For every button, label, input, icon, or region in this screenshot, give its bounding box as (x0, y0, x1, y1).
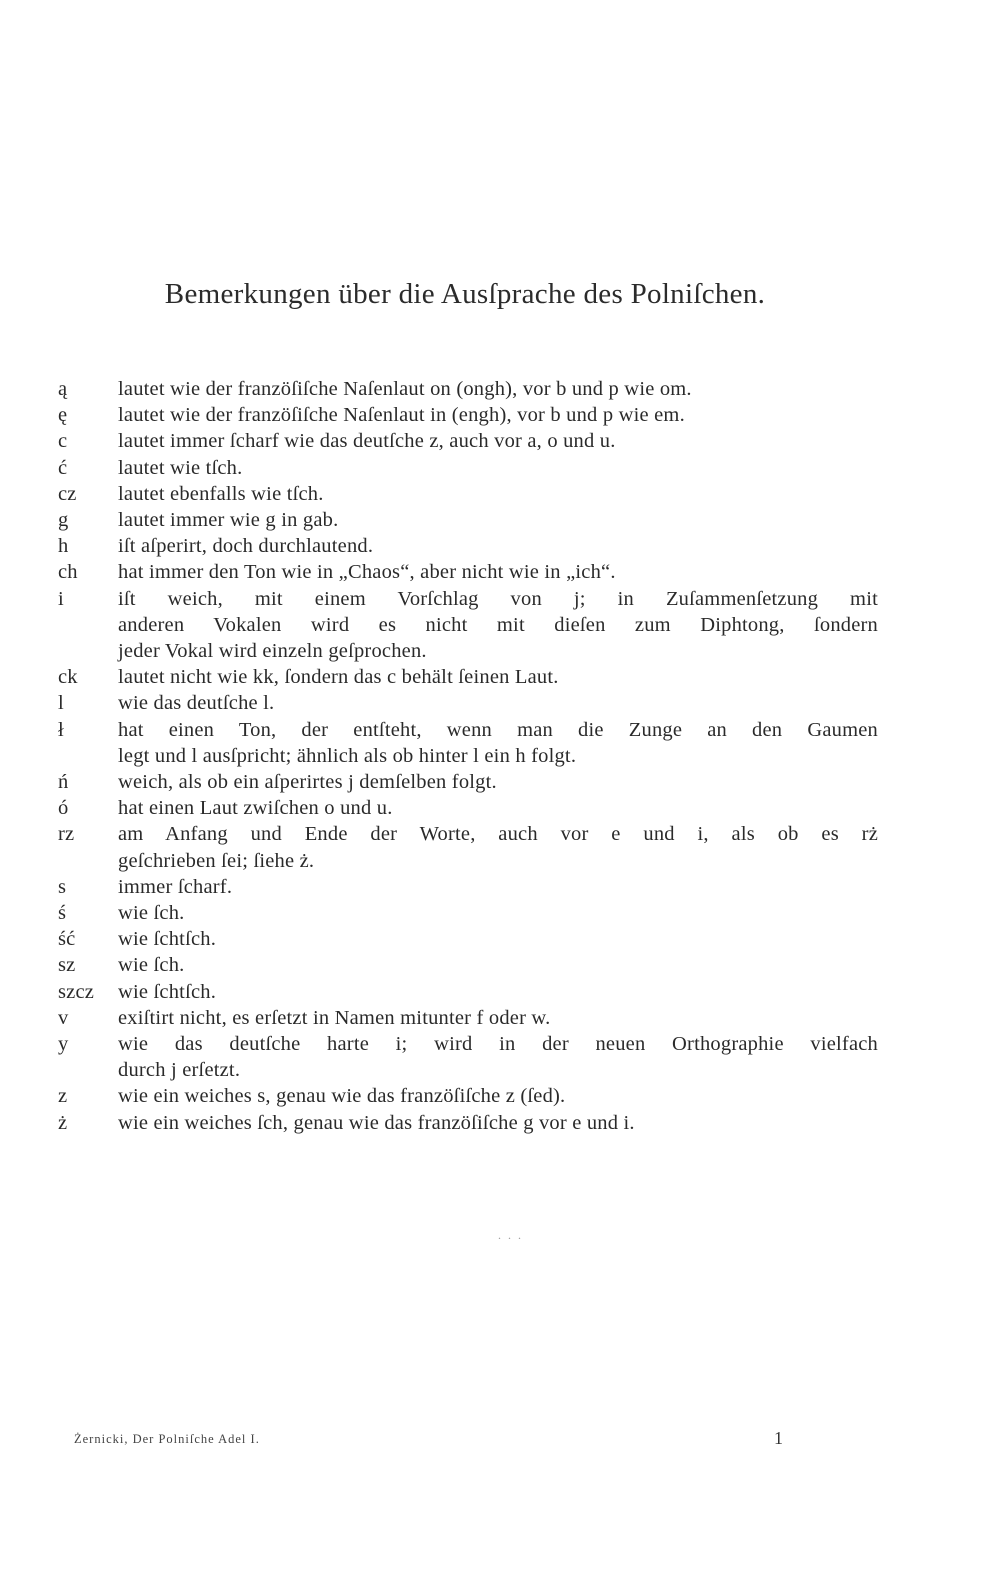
entry-description (118, 507, 878, 533)
entry-letter: ń (58, 771, 69, 794)
list-item (58, 926, 878, 952)
entry-description (118, 455, 878, 481)
entry-letter: ó (58, 797, 69, 820)
description-line: wie ein weiches s, genau wie das franzöſiſche z (ſed). (118, 1085, 566, 1108)
entry-description (118, 533, 878, 559)
footer-signature: Żernicki, Der Polniſche Adel I. (74, 1432, 260, 1446)
entry-description (118, 769, 878, 795)
entry-description (118, 402, 878, 428)
list-item (58, 664, 878, 690)
entry-description (118, 428, 878, 454)
entry-letter: ł (58, 718, 64, 741)
entry-description (118, 481, 878, 507)
entry-letter: ż (58, 1111, 68, 1134)
entry-description (118, 690, 878, 716)
entry-description (118, 821, 878, 873)
entry-letter: c (58, 430, 68, 453)
description-line: lautet nicht wie kk, ſondern das c behält ſeinen Laut. (118, 666, 559, 689)
entry-description (118, 900, 878, 926)
entry-description (118, 1031, 878, 1083)
list-item (58, 428, 878, 454)
entry-description (118, 664, 878, 690)
entry-letter: szcz (58, 980, 95, 1003)
entry-letter: s (58, 875, 67, 898)
entry-letter: cz (58, 482, 77, 505)
entry-description (118, 1110, 878, 1136)
description-line: hat einen Laut zwiſchen o und u. (118, 797, 393, 820)
entry-description (118, 926, 878, 952)
entry-letter: sz (58, 954, 76, 977)
list-item (58, 559, 878, 585)
entry-description (118, 559, 878, 585)
list-item (58, 1083, 878, 1109)
description-line: exiſtirt nicht, es erſetzt in Namen mitunter f oder w. (118, 1006, 551, 1029)
description-line: wie ſchtſch. (118, 928, 217, 951)
description-line: iſt aſperirt, doch durchlautend. (118, 535, 374, 558)
entry-letter: ck (58, 666, 78, 689)
list-item (58, 533, 878, 559)
description-line: iſt weich, mit einem Vorſchlag von j; in Zuſammenſetzung mit (118, 587, 878, 610)
separator-dots: . . . (498, 1228, 523, 1242)
list-item (58, 376, 878, 402)
list-item (58, 979, 878, 1005)
description-line: anderen Vokalen wird es nicht mit dieſen zum Diphtong, ſondern (118, 613, 878, 636)
description-line: geſchrieben ſei; ſiehe ż. (118, 849, 315, 872)
description-line: wie das deutſche l. (118, 692, 275, 715)
entry-description (118, 979, 878, 1005)
list-item (58, 690, 878, 716)
entry-letter: ch (58, 561, 78, 584)
list-item (58, 874, 878, 900)
list-item (58, 586, 878, 665)
description-line: lautet immer ſcharf wie das deutſche z, auch vor a, o und u. (118, 430, 616, 453)
list-item (58, 1031, 878, 1083)
description-line: jeder Vokal wird einzeln geſprochen. (118, 640, 427, 663)
description-line: wie ſch. (118, 902, 185, 925)
entry-description (118, 795, 878, 821)
entry-description (118, 586, 878, 665)
page-title: Bemerkungen über die Ausſprache des Polniſchen. (164, 278, 766, 310)
entry-description (118, 1083, 878, 1109)
description-line: lautet immer wie g in gab. (118, 509, 339, 532)
description-line: lautet wie der franzöſiſche Naſenlaut in (engh), vor b und p wie em. (118, 404, 685, 427)
entry-letter: ść (58, 928, 76, 951)
description-line: hat immer den Ton wie in „Chaos“, aber nicht wie in „ich“. (118, 561, 616, 584)
entry-letter: ś (58, 902, 67, 925)
description-line: durch j erſetzt. (118, 1059, 241, 1082)
entry-description (118, 376, 878, 402)
description-line: wie ein weiches ſch, genau wie das franzöſiſche g vor e und i. (118, 1111, 635, 1134)
pronunciation-list (58, 376, 878, 1136)
entry-letter: y (58, 1033, 69, 1056)
entry-letter: rz (58, 823, 75, 846)
list-item (58, 795, 878, 821)
entry-description (118, 874, 878, 900)
entry-description (118, 717, 878, 769)
list-item (58, 1110, 878, 1136)
entry-letter: i (58, 587, 64, 610)
list-item (58, 481, 878, 507)
list-item (58, 769, 878, 795)
description-line: lautet wie der franzöſiſche Naſenlaut on (ongh), vor b und p wie om. (118, 378, 692, 400)
entry-description (118, 1005, 878, 1031)
description-line: wie ſch. (118, 954, 185, 977)
description-line: lautet ebenfalls wie tſch. (118, 482, 324, 505)
list-item (58, 455, 878, 481)
description-line: lautet wie tſch. (118, 456, 243, 479)
list-item (58, 821, 878, 873)
list-item (58, 1005, 878, 1031)
entry-letter: z (58, 1085, 68, 1108)
list-item (58, 717, 878, 769)
description-line: hat einen Ton, der entſteht, wenn man die Zunge an den Gaumen (118, 718, 878, 741)
entry-letter: l (58, 692, 64, 715)
description-line: am Anfang und Ende der Worte, auch vor e und i, als ob es rż (118, 823, 878, 846)
entry-letter: h (58, 535, 69, 558)
entry-letter: ę (58, 404, 68, 427)
list-item (58, 402, 878, 428)
description-line: immer ſcharf. (118, 875, 233, 898)
entry-letter: v (58, 1006, 69, 1029)
entry-letter: ć (58, 456, 68, 479)
description-line: wie das deutſche harte i; wird in der neuen Orthographie vielfach (118, 1033, 878, 1056)
description-line: legt und l ausſpricht; ähnlich als ob hinter l ein h folgt. (118, 744, 577, 767)
entry-description (118, 952, 878, 978)
entry-letter: g (58, 509, 69, 532)
description-line: weich, als ob ein aſperirtes j demſelben folgt. (118, 771, 497, 794)
entry-letter: ą (58, 378, 68, 400)
description-line: wie ſchtſch. (118, 980, 217, 1003)
page-number: 1 (774, 1428, 783, 1448)
list-item (58, 952, 878, 978)
list-item (58, 900, 878, 926)
list-item (58, 507, 878, 533)
